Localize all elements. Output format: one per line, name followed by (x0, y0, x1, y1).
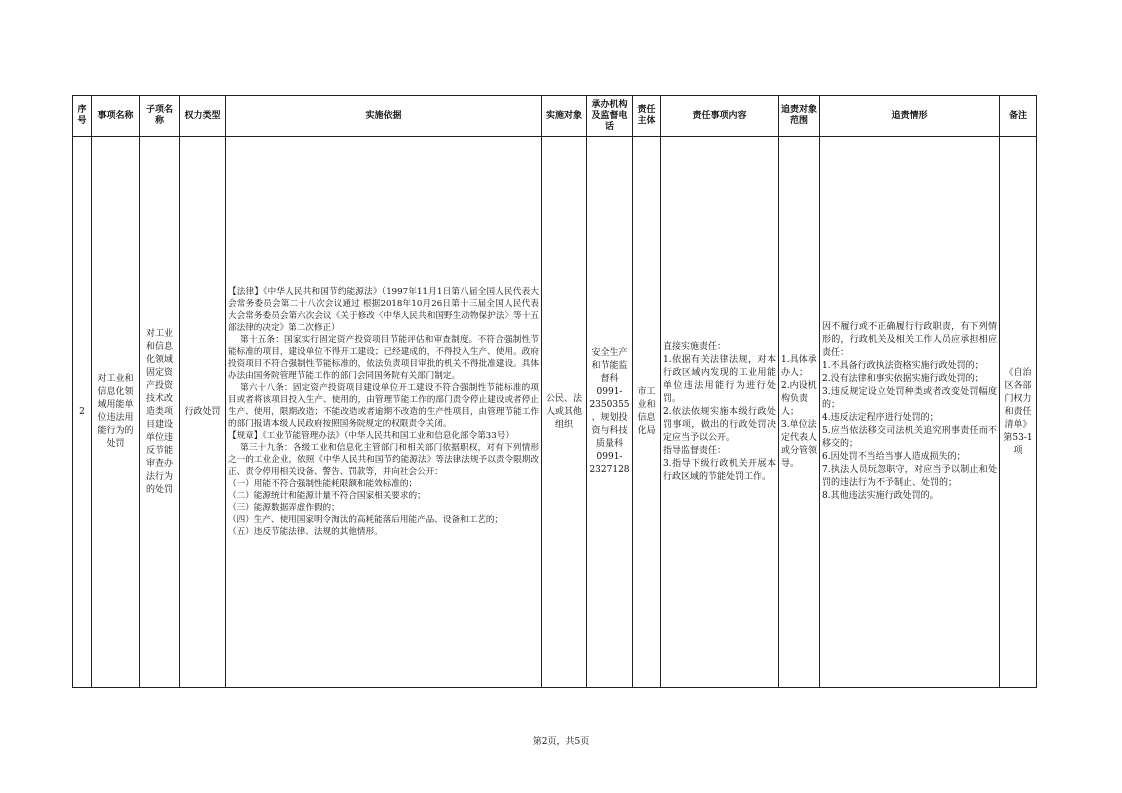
cell-duty-content: 直接实施责任： 1.依据有关法律法规，对本行政区域内发现的工业用能单位违法用能行为进行处罚。 2.依法依规实施本级行政处罚事项，做出的行政处罚决定应当予以公开。 指导监督责任： 3.指导下级行政机关开展本行政区域的节能处罚工作。 (661, 137, 779, 688)
cell-remarks: 《自治区各部门权力和责任清单》第53-1项 (1000, 137, 1037, 688)
cell-target: 公民、法人或其他组织 (542, 137, 587, 688)
header-accountability-cases: 追责情形 (820, 96, 1000, 137)
header-remarks: 备注 (1000, 96, 1037, 137)
basis-paragraph: （三）能源数据弄虚作假的； (228, 503, 340, 513)
basis-paragraph: 【法律】《中华人民共和国节约能源法》（1997年11月1日第八届全国人民代表大会常务委员会第二十八次会议通过 根据2018年10月26日第十三届全国人民代表大会常务委员会第六次会议《关于修改〈中华人民共和国野生动物保护法〉等十五部法律的决定》第二次修正） (228, 287, 539, 333)
header-power-type: 权力类型 (180, 96, 226, 137)
page-number: 第2页，共5页 (532, 737, 590, 747)
basis-paragraph: （二）能源统计和能源计量不符合国家相关要求的； (228, 491, 426, 501)
basis-paragraph: 第三十九条：各级工业和信息化主管部门和相关部门依据职权，对有下列情形之一的工业企业，依照《中华人民共和国节约能源法》等法律法规予以责令限期改正、责令停用相关设备、警告、罚款等，并向社会公开： (228, 443, 539, 477)
header-row (73, 96, 1037, 137)
basis-paragraph: 【规章】《工业节能管理办法》（中华人民共和国工业和信息化部令第33号） (228, 431, 514, 441)
header-duty-content: 责任事项内容 (661, 96, 779, 137)
cell-subject: 市工业和信息化局 (633, 137, 661, 688)
cell-power-type: 行政处罚 (180, 137, 226, 688)
basis-paragraph: 第六十八条：固定资产投资项目建设单位开工建设不符合强制性节能标准的项目或者将该项目投入生产、使用的，由管理节能工作的部门责令停止建设或者停止生产、使用，限期改造；不能改造或者逾期不改造的生产性项目，由管理节能工作的部门报请本级人民政府按照国务院规定的权限责令关闭。 (228, 383, 539, 429)
power-responsibility-table (72, 95, 1037, 688)
cell-accountability-cases: 因不履行或不正确履行行政职责，有下列情形的，行政机关及相关工作人员应承担相应责任： 1.不具备行政执法资格实施行政处罚的； 2.没有法律和事实依据实施行政处罚的； 3.违反规定设立处罚种类或者改变处罚幅度的； 4.违反法定程序进行处罚的； 5.应当依法移交司法机关追究刑事责任而不移交的； 6.因处罚不当给当事人造成损失的； 7.执法人员玩忽职守，对应当予以制止和处罚的违法行为不予制止、处罚的； 8.其他违法实施行政处罚的。 (820, 137, 1000, 688)
header-sub-item-name: 子项名称 (140, 96, 180, 137)
table-row (73, 137, 1037, 688)
header-subject: 责任主体 (633, 96, 661, 137)
basis-paragraph: （四）生产、使用国家明令淘汰的高耗能落后用能产品、设备和工艺的； (228, 515, 504, 525)
cell-accountability-scope: 1.具体承办人； 2.内设机构负责人； 3.单位法定代表人或分管领导。 (779, 137, 820, 688)
cell-sub-item-name: 对工业和信息化领域固定资产投资技术改造类项目建设单位违反节能审查办法行为的处罚 (140, 137, 180, 688)
cell-basis (226, 137, 542, 688)
header-item-name: 事项名称 (92, 96, 140, 137)
basis-paragraph: 第十五条：国家实行固定资产投资项目节能评估和审查制度。不符合强制性节能标准的项目，建设单位不得开工建设；已经建成的，不得投入生产、使用。政府投资项目不符合强制性节能标准的，依法负责项目审批的机关不得批准建设。具体办法由国务院管理节能工作的部门会同国务院有关部门制定。 (228, 335, 539, 381)
cell-item-name: 对工业和信息化领域用能单位违法用能行为的处罚 (92, 137, 140, 688)
header-seq: 序号 (73, 96, 92, 137)
basis-text (228, 286, 539, 538)
cell-seq: 2 (73, 137, 92, 688)
basis-paragraph: （五）违反节能法律、法规的其他情形。 (228, 527, 383, 537)
header-agency: 承办机构及监督电话 (587, 96, 633, 137)
header-basis: 实施依据 (226, 96, 542, 137)
header-target: 实施对象 (542, 96, 587, 137)
cell-agency: 安全生产和节能监督科 0991-2350355 、规划投资与科技质量科 0991-2327128 (587, 137, 633, 688)
basis-paragraph: （一）用能不符合强制性能耗限额和能效标准的； (228, 479, 418, 489)
header-accountability-scope: 追责对象范围 (779, 96, 820, 137)
